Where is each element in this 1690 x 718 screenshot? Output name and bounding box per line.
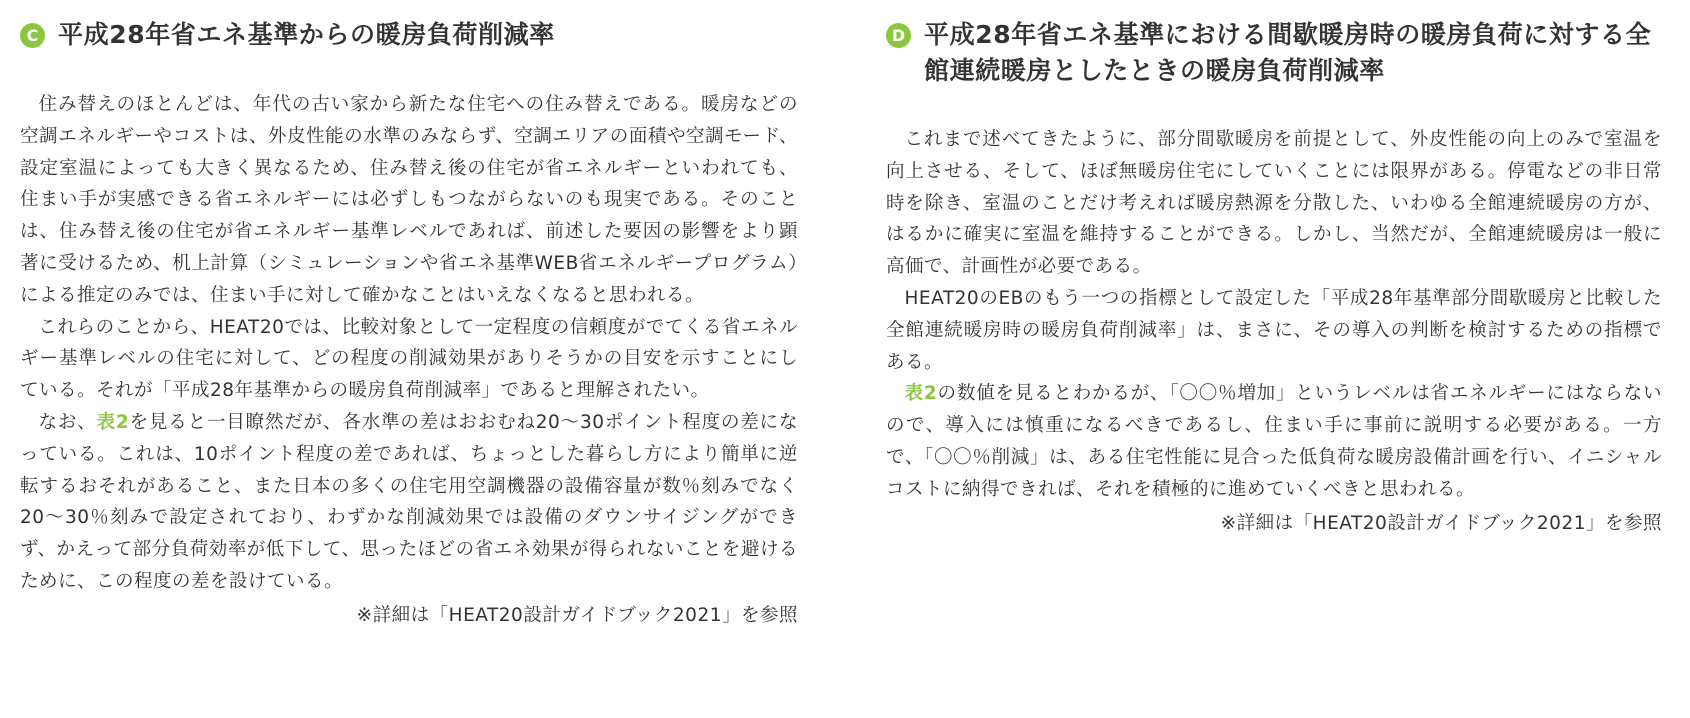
section-d-body: [886, 124, 1662, 506]
section-c-p3-lead: なお、: [38, 411, 97, 433]
section-c-p3-text: を見ると一目瞭然だが、各水準の差はおおむね20〜30ポイント程度の差になっている。これは、10ポイント程度の差であれば、ちょっとした暮らし方により簡単に逆転するおそれがあること、また日本の多くの住宅用空調機器の設備容量が数％刻みでなく20〜30％刻みで設定されており、わずかな削減効果では設備のダウンサイジングができず、かえって部分負荷効率が低下して、思ったほどの省エネ効果が得られないことを避けるために、この程度の差を設けている。: [20, 411, 798, 592]
table-2-reference: 表2: [96, 411, 130, 433]
section-d-heading: [886, 17, 1662, 89]
section-d-paragraph-1: これまで述べてきたように、部分間歇暖房を前提として、外皮性能の向上のみで室温を向上させる、そして、ほぼ無暖房住宅にしていくことには限界がある。停電などの非日常時を除き、室温のことだけ考えれば暖房熱源を分散した、いわゆる全館連続暖房の方が、はるかに確実に室温を維持することができる。しかし、当然だが、全館連続暖房は一般に高価で、計画性が必要である。: [886, 129, 1662, 278]
section-c-badge: C: [20, 23, 45, 48]
section-d-paragraph-3: [886, 378, 1662, 505]
table-2-reference: 表2: [904, 383, 938, 405]
section-c: [20, 0, 798, 632]
section-c-heading: [20, 17, 798, 53]
section-d-p3-text: の数値を見るとわかるが、「〇〇％増加」というレベルは省エネルギーにはならないので、導入には慎重になるべきであるし、住まい手に事前に説明する必要がある。一方で、「〇〇％削減」は、ある住宅性能に見合った低負荷な暖房設備計画を行い、イニシャルコストに納得できれば、それを積極的に進めていくべきと思われる。: [886, 383, 1662, 500]
section-d-paragraph-2: HEAT20のEBのもう一つの指標として設定した「平成28年基準部分間歇暖房と比較した全館連続暖房時の暖房負荷削減率」は、まさに、その導入の判断を検討するための指標である。: [886, 287, 1662, 373]
section-d-reference-note: ※詳細は「HEAT20設計ガイドブック2021」を参照: [1220, 512, 1662, 534]
section-c-body: [20, 89, 798, 598]
section-c-paragraph-2: これらのことから、HEAT20では、比較対象として一定程度の信頼度がでてくる省エネルギー基準レベルの住宅に対して、どの程度の削減効果がありそうかの目安を示すことにしている。それが「平成28年基準からの暖房負荷削減率」であると理解されたい。: [20, 316, 798, 402]
section-c-paragraph-3: [20, 407, 798, 598]
section-c-paragraph-1: 住み替えのほとんどは、年代の古い家から新たな住宅への住み替えである。暖房などの空調エネルギーやコストは、外皮性能の水準のみならず、空調エリアの面積や空調モード、設定室温によっても大きく異なるため、住み替え後の住宅が省エネルギーといわれても、住まい手が実感できる省エネルギーには必ずしもつながらないのも現実である。そのことは、住み替え後の住宅が省エネルギー基準レベルであれば、前述した要因の影響をより顕著に受けるため、机上計算（シミュレーションや省エネ基準WEB省エネルギープログラム）による推定のみでは、住まい手に対して確かなことはいえなくなると思われる。: [20, 94, 798, 306]
section-d-title: 平成28年省エネ基準における間歇暖房時の暖房負荷に対する全館連続暖房としたときの暖房負荷削減率: [924, 20, 1652, 85]
section-c-title: 平成28年省エネ基準からの暖房負荷削減率: [58, 20, 555, 49]
section-d-badge: D: [886, 23, 911, 48]
section-c-reference-note: ※詳細は「HEAT20設計ガイドブック2021」を参照: [356, 604, 798, 626]
section-d: [886, 0, 1662, 539]
